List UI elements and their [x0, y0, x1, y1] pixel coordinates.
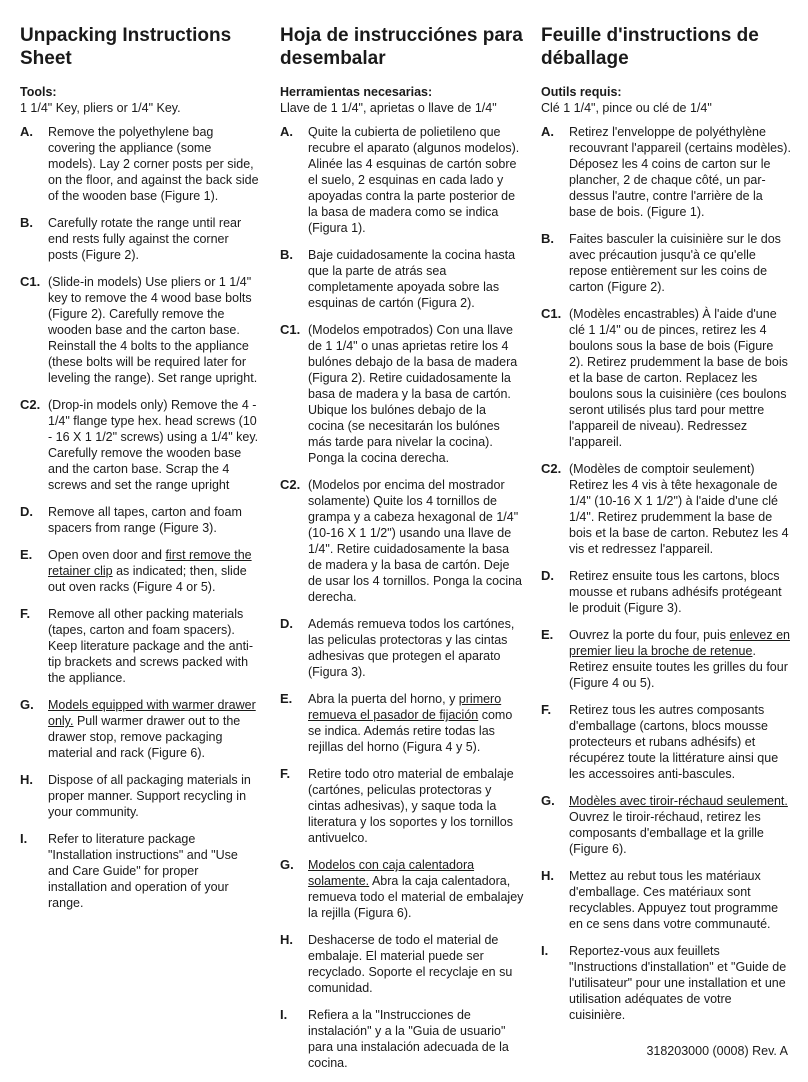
step-text-underlined: first remove the retainer clip: [48, 548, 252, 578]
step-label: B.: [280, 247, 293, 262]
step-label: F.: [280, 766, 291, 781]
step-item: [541, 306, 791, 450]
document-number: 318203000 (0008) Rev. A: [646, 1044, 788, 1058]
step-text-main: Reportez-vous aux feuillets "Instructions d'installation" et "Guide de l'utilisateur" pour une installation et une utilisation adéquates de votre cuisinière.: [569, 944, 787, 1022]
step-text-main: (Modèles de comptoir seulement) Retirez les 4 vis à tête hexagonale de 1/4" (10-16 X 1 1/2") à l'aide d'une clé 1/4". Retirez prudemment la base de bois et la base de carton. Rebutez les 4 vis et redressez l'appareil.: [569, 462, 789, 556]
step-item: [280, 247, 525, 311]
step-item: [20, 397, 260, 493]
step-text-after: as indicated; then, slide out oven racks (Figure 4 or 5).: [48, 564, 247, 594]
step-text-main: Retirez tous les autres composants d'emballage (cartons, blocs mousse protecteurs et rubans adhésifs) et récupérez toute la littérature ainsi que les accessoires anti-bascules.: [569, 703, 779, 781]
column-spanish: [280, 24, 525, 1082]
step-item: [20, 547, 260, 595]
step-label: G.: [20, 697, 34, 712]
step-item: [541, 461, 791, 557]
step-text-main: Retirez l'enveloppe de polyéthylène recouvrant l'appareil (certains modèles). Déposez les 4 coins de carton sur le plancher, 2 de chaque côté, un par-dessus l'autre, contre l'arrière de la base de bois. (Figure 1).: [569, 125, 791, 219]
step-label: I.: [541, 943, 549, 958]
step-item: [20, 215, 260, 263]
step-text: [48, 124, 260, 204]
step-text-underlined: enlevez en premier lieu la broche de retenue: [569, 628, 790, 658]
tools-heading: Tools:: [20, 85, 57, 99]
column-french: [541, 24, 791, 1034]
step-label: A.: [280, 124, 293, 139]
step-item: [541, 124, 791, 220]
step-text-after: . Retirez ensuite toutes les grilles du four (Figure 4 ou 5).: [569, 644, 788, 690]
step-text-main: (Drop-in models only) Remove the 4 - 1/4" flange type hex. head screws (10 - 16 X 1 1/2" screws) using a 1/4" key. Carefully remove the wooden base and the carton base. Scrap the 4 screws and set the range upright: [48, 398, 259, 492]
step-text-underlined: primero remueva el pasador de fijación: [308, 692, 502, 722]
step-item: [20, 124, 260, 204]
step-text-underlined: Modelos con caja calentadora solamente.: [308, 858, 475, 888]
step-text: [308, 691, 525, 755]
step-item: [280, 766, 525, 846]
step-item: [541, 868, 791, 932]
step-text-main: Carefully rotate the range until rear end rests fully against the corner posts (Figure 2).: [48, 216, 242, 262]
step-text-main: Open oven door and: [48, 548, 166, 562]
step-text: [569, 943, 791, 1023]
step-text: [48, 215, 260, 263]
tools-text: 1 1/4" Key, pliers or 1/4" Key.: [20, 101, 181, 115]
step-item: [280, 857, 525, 921]
step-label: H.: [280, 932, 293, 947]
step-label: I.: [280, 1007, 288, 1022]
step-text: [308, 766, 525, 846]
step-text: [48, 606, 260, 686]
step-label: B.: [541, 231, 554, 246]
step-label: D.: [280, 616, 293, 631]
step-label: E.: [20, 547, 33, 562]
step-text: [308, 322, 525, 466]
step-label: C1.: [541, 306, 562, 321]
step-label: E.: [280, 691, 293, 706]
step-item: [541, 231, 791, 295]
tools-text: Llave de 1 1/4", aprietas o llave de 1/4": [280, 101, 497, 115]
step-label: F.: [541, 702, 552, 717]
step-text-main: (Modelos empotrados) Con una llave de 1 1/4" o unas aprietas retire los 4 bulónes debajo de la basa de madera (Figura 2). Retire cuidadosamente la basa de madera y la basa de cartón. Ubique los bulónes debajo de la cocina (se necesitarán los bulónes más tarde para nivelar la cocina). Ponga la cocina derecha.: [308, 323, 518, 465]
step-label: C1.: [280, 322, 301, 337]
step-text: [569, 868, 791, 932]
step-text: [308, 124, 525, 236]
step-text: [308, 247, 525, 311]
step-text: [569, 568, 791, 616]
step-text-main: Remove all other packing materials (tapes, carton and foam spacers). Keep literature package and the anti-tip brackets and screws packed with the appliance.: [48, 607, 253, 685]
step-item: [541, 943, 791, 1023]
step-text: [48, 397, 260, 493]
step-text-main: Faites basculer la cuisinière sur le dos avec précaution jusqu'à ce qu'elle repose entièrement sur les coins de carton (Figure 2).: [569, 232, 781, 294]
step-label: H.: [541, 868, 554, 883]
step-text-main: Refer to literature package "Installation instructions" and "Use and Care Guide" for proper installation and operation of your range.: [48, 832, 238, 910]
tools-heading: Outils requis:: [541, 85, 622, 99]
step-text-main: Quite la cubierta de polietileno que recubre el aparato (algunos modelos). Alinée las 4 esquinas de cartón sobre el suelo, 2 esquinas en cada lado y apoyadas contra la parte posterior de la basa de madera como se indica (Figura 1).: [308, 125, 520, 235]
step-text: [569, 627, 791, 691]
step-item: [280, 124, 525, 236]
step-text-main: Mettez au rebut tous les matériaux d'emballage. Ces matériaux sont recyclables. Appuyez tout programme en ce sens dans votre communauté.: [569, 869, 779, 931]
step-label: D.: [541, 568, 554, 583]
tools-heading: Herramientas necesarias:: [280, 85, 433, 99]
tools-text: Clé 1 1/4", pince ou clé de 1/4": [541, 101, 712, 115]
step-label: A.: [20, 124, 33, 139]
step-item: [280, 477, 525, 605]
step-list: [541, 124, 791, 1023]
step-item: [541, 793, 791, 857]
step-item: [20, 504, 260, 536]
step-text-main: Retire todo otro material de embalaje (cartónes, peliculas protectoras y cintas adhesivas), y saque toda la literatura y los soportes y los tornillos antivuelco.: [308, 767, 514, 845]
step-label: G.: [541, 793, 555, 808]
step-item: [280, 616, 525, 680]
step-label: C1.: [20, 274, 41, 289]
step-label: E.: [541, 627, 554, 642]
step-item: [280, 932, 525, 996]
column-english: [20, 24, 260, 922]
step-text: [48, 772, 260, 820]
step-item: [541, 627, 791, 691]
step-text-main: Remove all tapes, carton and foam spacers from range (Figure 3).: [48, 505, 242, 535]
step-text-main: Retirez ensuite tous les cartons, blocs mousse et rubans adhésifs protégeant le produit (Figure 3).: [569, 569, 782, 615]
step-text: [308, 857, 525, 921]
step-item: [20, 772, 260, 820]
step-text: [48, 831, 260, 911]
page-title: Unpacking Instructions Sheet: [20, 25, 232, 69]
step-item: [20, 697, 260, 761]
step-item: [541, 702, 791, 782]
step-text-underlined: Models equipped with warmer drawer only.: [48, 698, 256, 728]
step-text-main: Baje cuidadosamente la cocina hasta que la parte de atrás sea completamente apoyada sobre las esquinas de cartón (Figura 2).: [308, 248, 516, 310]
step-text-after: Pull warmer drawer out to the drawer stop, remove packaging material and rack (Figure 6).: [48, 714, 241, 760]
step-item: [541, 568, 791, 616]
step-item: [280, 1007, 525, 1071]
step-item: [20, 274, 260, 386]
step-text-after: como se indica. Además retire todas las rejillas del horno (Figura 4 y 5).: [308, 708, 513, 754]
step-text: [569, 231, 791, 295]
step-text: [48, 274, 260, 386]
step-label: B.: [20, 215, 33, 230]
step-text-main: Además remueva todos los cartónes, las peliculas protectoras y las cintas adhesivas que protegen el aparato (Figura 3).: [308, 617, 515, 679]
step-text: [569, 461, 791, 557]
step-label: G.: [280, 857, 294, 872]
step-label: H.: [20, 772, 33, 787]
page-title: Feuille d'instructions de déballage: [541, 25, 759, 69]
step-text: [569, 124, 791, 220]
step-label: A.: [541, 124, 554, 139]
step-text: [569, 306, 791, 450]
step-text-main: Remove the polyethylene bag covering the appliance (some models). Lay 2 corner posts per side, on the floor, and against the back side of the wooden base (Figure 1).: [48, 125, 259, 203]
step-text-main: Dispose of all packaging materials in proper manner. Support recycling in your community.: [48, 773, 251, 819]
step-text-main: Deshacerse de todo el material de embalaje. El material puede ser recyclado. Soporte el recyclaje en su comunidad.: [308, 933, 513, 995]
step-item: [280, 691, 525, 755]
step-label: D.: [20, 504, 33, 519]
step-list: [280, 124, 525, 1071]
step-text: [308, 477, 525, 605]
step-text-main: (Slide-in models) Use pliers or 1 1/4" key to remove the 4 wood base bolts (Figure 2). Carefully remove the wooden base and the carton base. Reinstall the 4 bolts to the appliance (these bolts will be required later for leveling the range). Set range upright.: [48, 275, 258, 385]
step-text-main: Refiera a la "Instrucciones de instalación" y a la "Guia de usuario" para una instalación adecuada de la cocina.: [308, 1008, 509, 1070]
page-title: Hoja de instrucciónes para desembalar: [280, 25, 523, 69]
step-label: F.: [20, 606, 31, 621]
step-item: [20, 606, 260, 686]
step-text-main: (Modelos por encima del mostrador solamente) Quite los 4 tornillos de grampa y a cabeza hexagonal de 1/4" (10-16 X 1 1/2") usando una llave de 1/4". Retire cuidadosamente la basa de madera y la basa de cartón. Deje de usar los 4 tornillos. Ponga la cocina derecha.: [308, 478, 523, 604]
step-text-after: Abra la caja calentadora, remueva todo el material de embalajey la rejilla (Figura 6).: [308, 874, 524, 920]
step-item: [280, 322, 525, 466]
step-text: [569, 793, 791, 857]
step-text: [48, 504, 260, 536]
step-text-after: Ouvrez le tiroir-réchaud, retirez les composants d'emballage et la grille (Figure 6).: [569, 810, 764, 856]
step-label: C2.: [541, 461, 562, 476]
step-list: [20, 124, 260, 911]
step-text-underlined: Modèles avec tiroir-réchaud seulement.: [569, 794, 788, 808]
step-label: I.: [20, 831, 28, 846]
step-label: C2.: [280, 477, 301, 492]
step-text-main: (Modèles encastrables) À l'aide d'une clé 1 1/4" ou de pinces, retirez les 4 boulons sous la base de bois (Figure 2). Retirez prudemment la base de bois et la base de carton. Replacez les boulons sous la cuisinière (ces boulons seront utilisés plus tard pour mettre l'appareil de niveau). Redressez l'appareil.: [569, 307, 788, 449]
step-text: [48, 697, 260, 761]
step-item: [20, 831, 260, 911]
step-text: [308, 932, 525, 996]
step-text: [48, 547, 260, 595]
step-text-main: Ouvrez la porte du four, puis: [569, 628, 730, 642]
step-text: [569, 702, 791, 782]
step-text: [308, 1007, 525, 1071]
step-text-main: Abra la puerta del horno, y: [308, 692, 459, 706]
step-label: C2.: [20, 397, 41, 412]
step-text: [308, 616, 525, 680]
